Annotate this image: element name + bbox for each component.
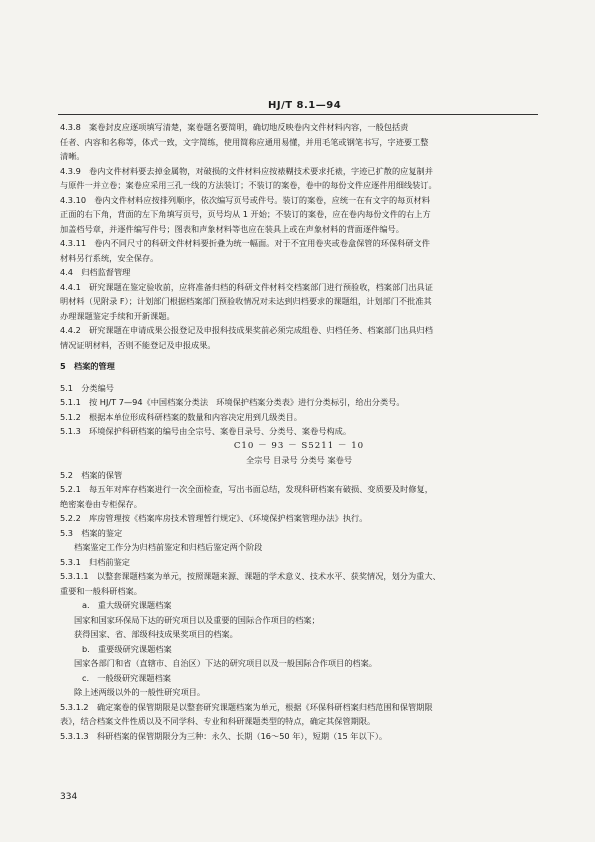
spacer (60, 352, 538, 359)
text-line: 国家和国家环保局下达的研究项目以及重要的国际合作项目的档案； (74, 614, 320, 625)
standard-code-header: HJ/T 8.1—94 (268, 100, 342, 111)
text-line: 明材料（见附录 F）；计划部门根据档案部门预验收情况对未达到归档要求的课题组，计划部门不批准其 (60, 296, 432, 306)
text-line: 4.4 归档监督管理 (60, 267, 131, 277)
text-line: a. 重大级研究课题档案 (82, 600, 172, 610)
text-line: 清晰。 (60, 151, 85, 161)
text-line: 表》，结合档案文件性质以及不同学科、专业和科研课题类型的特点，确定其保管期限。 (60, 716, 376, 726)
text-line: 获得国家、省、部级科技成果奖项目的档案。 (74, 629, 238, 639)
text-line: 绝密案卷由专柜保存。 (60, 498, 142, 509)
text-line: 5.2.1 每五年对库存档案进行一次全面检查，写出书面总结，发现科研档案有破损、变质要及时修复， (60, 484, 433, 494)
text-line: C10 － 93 － S5211 － 10 (233, 440, 365, 451)
text-line: 4.3.10 卷内文件材料应按排列顺序，依次编写页号或件号。装订的案卷，应统一在有文字的每页材料 (60, 194, 430, 205)
text-line: 国家各部门和省（直辖市、自治区）下达的研究项目以及一般国际合作项目的档案。 (74, 658, 377, 668)
text-line: 档案鉴定工作分为归档前鉴定和归档后鉴定两个阶段 (74, 542, 263, 552)
text-line: 5.3.1.3 科研档案的保管期限分为三种：永久、长期（16～50 年），短期（15 年以下）。 (60, 730, 388, 741)
text-line: 4.4.2 研究课题在申请成果公报登记及申报科技成果奖前必须完成组卷、归档任务、档案部门出具归档 (60, 325, 433, 335)
spacer (60, 374, 538, 381)
text-line: 办理课题鉴定手续和开新课题。 (60, 310, 175, 321)
page-number: 334 (60, 792, 78, 802)
text-line: 5.3 档案的鉴定 (60, 527, 123, 538)
text-line: 5.3.1 归档前鉴定 (60, 556, 130, 567)
text-line: 5.1.3 环境保护科研档案的编号由全宗号、案卷目录号、分类号、案卷号构成。 (60, 426, 352, 436)
text-line: 5.2 档案的保管 (60, 469, 123, 480)
text-line: 情况证明材料，否则不能登记及申报成果。 (60, 339, 216, 350)
text-line: 4.3.11 卷内不同尺寸的科研文件材料要折叠为统一幅面。对于不宜用卷夹或卷盒保管的环保科研文件 (60, 238, 430, 248)
text-line: 任者、内容和名称等，体式一致，文字简练，使用简称应通用易懂，并用毛笔或钢笔书写，字迹要工整 (60, 136, 429, 147)
text-line: 5.1 分类编号 (60, 382, 114, 393)
text-line: 4.3.9 卷内文件材料要去掉金属物，对破损的文件材料应按裱糊技术要求托裱，字迹已扩散的应复制并 (60, 165, 433, 176)
text-line: b. 重要级研究课题档案 (82, 643, 172, 654)
text-line: 5.1.2 根据本单位形成科研档案的数量和内容决定用到几级类目。 (60, 411, 302, 422)
text-line: 材料另行系统，安全保存。 (60, 252, 159, 263)
text-line: 全宗号 目录号 分类号 案卷号 (245, 455, 353, 465)
text-line: 5.3.1.1 以整套课题档案为单元，按照课题来源、课题的学术意义、技术水平、获奖情况，划分为重大、 (60, 571, 441, 581)
text-line: 5.2.2 库房管理按《档案库房技术管理暂行规定》、《环境保护档案管理办法》执行。 (60, 513, 368, 523)
text-line: 除上述两级以外的一般性研究项目。 (74, 687, 206, 697)
text-line: 加盖档号章，并逐件编写件号；图表和声象材料等也应在装具上或在声象材料的背面逐件编号。 (60, 223, 404, 234)
body-text (60, 120, 538, 743)
text-line: 重要和一般科研档案。 (60, 585, 142, 596)
header-rule (58, 114, 538, 115)
text-line: 4.4.1 研究课题在鉴定验收前，应将准备归档的科研文件材料交档案部门进行预验收，档案部门出具证 (60, 281, 433, 292)
text-line: 4.3.8 案卷封皮应逐项填写清楚，案卷题名要简明，确切地反映卷内文件材料内容，一般包括责 (60, 122, 409, 132)
text-line: 与原件一并立卷；案卷应采用三孔一线的方法装订；不装订的案卷，卷中的每份文件应逐件用细线装订。 (60, 180, 437, 190)
text-line: 5 档案的管理 (60, 361, 115, 371)
text-line: c. 一般级研究课题档案 (82, 672, 171, 683)
text-line: 5.1.1 按 HJ/T 7—94《中国档案分类法 环境保护档案分类表》进行分类标引，给出分类号。 (60, 397, 405, 407)
text-line: 5.3.1.2 确定案卷的保管期限是以整套研究课题档案为单元，根据《环保科研档案归档范围和保管期限 (60, 701, 433, 712)
text-line: 正面的右下角，背面的左下角填写页号，页号均从 1 开始；不装订的案卷，应在卷内每份文件的右上方 (60, 209, 431, 219)
